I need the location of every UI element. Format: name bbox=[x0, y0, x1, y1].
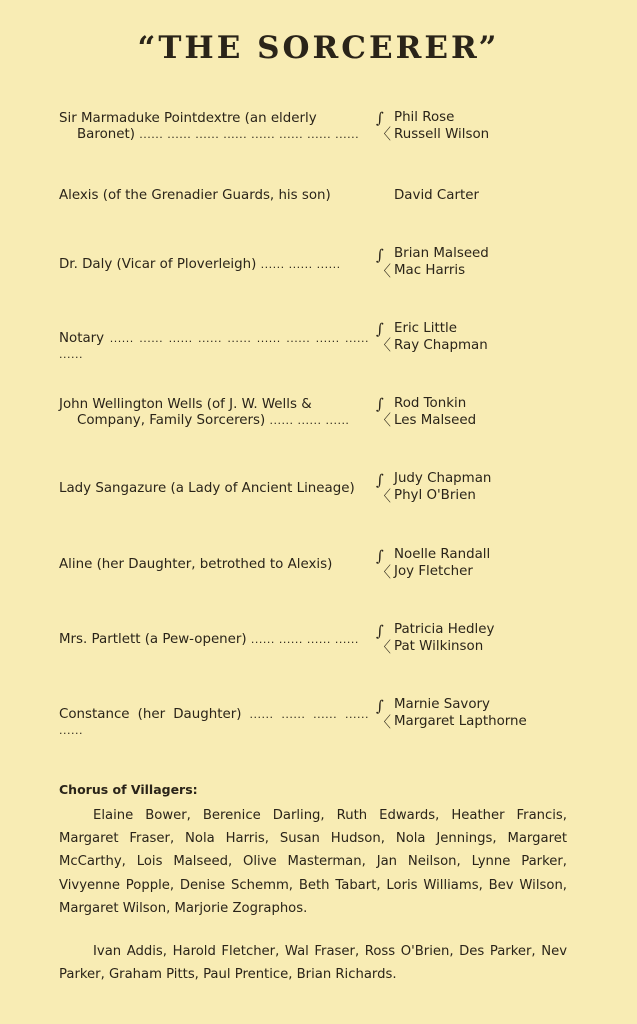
actor-name: Phil Rose bbox=[394, 110, 455, 125]
role-name: Sir Marmaduke Pointdextre (an elderly Baronet) ...... ...... ...... ...... ...... ...... ...... ...... bbox=[59, 111, 360, 142]
brace-mark: ∫ 〈 bbox=[376, 395, 392, 429]
actor-list bbox=[394, 697, 527, 730]
brace-mark: ∫ 〈 bbox=[376, 697, 392, 731]
actor-list bbox=[394, 110, 489, 143]
actor-name: Noelle Randall bbox=[394, 547, 491, 562]
brace-mark: ∫ 〈 bbox=[376, 547, 392, 581]
actor-name: Pat Wilkinson bbox=[394, 638, 484, 654]
actor-name: Eric Little bbox=[394, 321, 457, 336]
actor-name: Russell Wilson bbox=[394, 126, 490, 142]
actor-name: Margaret Lapthorne bbox=[394, 713, 527, 729]
actor-list bbox=[394, 622, 494, 655]
brace-mark: ∫ 〈 bbox=[376, 471, 392, 505]
brace-mark: ∫ 〈 bbox=[376, 622, 392, 656]
actor-list bbox=[394, 471, 491, 504]
actor-list bbox=[394, 321, 488, 354]
role-name: Alexis (of the Grenadier Guards, his son) bbox=[59, 188, 331, 203]
role-name: Aline (her Daughter, betrothed to Alexis) bbox=[59, 557, 333, 572]
actor-name: Judy Chapman bbox=[394, 471, 492, 486]
brace-mark: ∫ 〈 bbox=[376, 246, 392, 280]
chorus-women: Elaine Bower, Berenice Darling, Ruth Edwards, Heather Francis, Margaret Fraser, Nola Harris, Susan Hudson, Nola Jennings, Margaret McCarthy, Lois Malseed, Olive Masterman, Jan Neilson, Lynne Parker, Vivyenne Popple, Denise Schemm, Beth Tabart, Loris Williams, Bev Wilson, Margaret Wilson, Marjorie Zographos. bbox=[59, 808, 567, 916]
actor-list bbox=[394, 396, 476, 429]
role-name: John Wellington Wells (of J. W. Wells & Company, Family Sorcerers) ...... ...... ...... bbox=[59, 397, 350, 428]
role-name: Notary ...... ...... ...... ...... ...... ...... ...... ...... ...... ...... bbox=[59, 331, 369, 361]
actor-name: Les Malseed bbox=[394, 412, 477, 428]
page-title: “THE SORCERER” bbox=[137, 30, 500, 66]
role-name: Constance (her Daughter) ...... ...... ...... ...... ...... bbox=[59, 707, 369, 737]
chorus-men: Ivan Addis, Harold Fletcher, Wal Fraser, Ross O'Brien, Des Parker, Nev Parker, Graham Pitts, Paul Prentice, Brian Richards. bbox=[59, 944, 567, 983]
actor-name: David Carter bbox=[394, 188, 479, 203]
actor-name: Mac Harris bbox=[394, 262, 466, 278]
actor-list bbox=[394, 188, 479, 205]
actor-name: Joy Fletcher bbox=[394, 563, 473, 579]
role-name: Mrs. Partlett (a Pew-opener) ...... ...... ...... ...... bbox=[59, 632, 359, 647]
brace-mark: ∫ 〈 bbox=[376, 320, 392, 354]
role-name: Lady Sangazure (a Lady of Ancient Lineage) bbox=[59, 481, 355, 496]
chorus-heading: Chorus of Villagers: bbox=[59, 782, 198, 797]
actor-list bbox=[394, 246, 489, 279]
actor-name: Ray Chapman bbox=[394, 337, 488, 353]
actor-name: Rod Tonkin bbox=[394, 396, 467, 411]
role-name: Dr. Daly (Vicar of Ploverleigh) ...... ...... ...... bbox=[59, 257, 341, 272]
actor-name: Marnie Savory bbox=[394, 697, 490, 712]
actor-name: Brian Malseed bbox=[394, 246, 489, 261]
actor-name: Patricia Hedley bbox=[394, 622, 495, 637]
actor-list bbox=[394, 547, 490, 580]
actor-name: Phyl O'Brien bbox=[394, 487, 476, 503]
brace-mark: ∫ 〈 bbox=[376, 109, 392, 143]
